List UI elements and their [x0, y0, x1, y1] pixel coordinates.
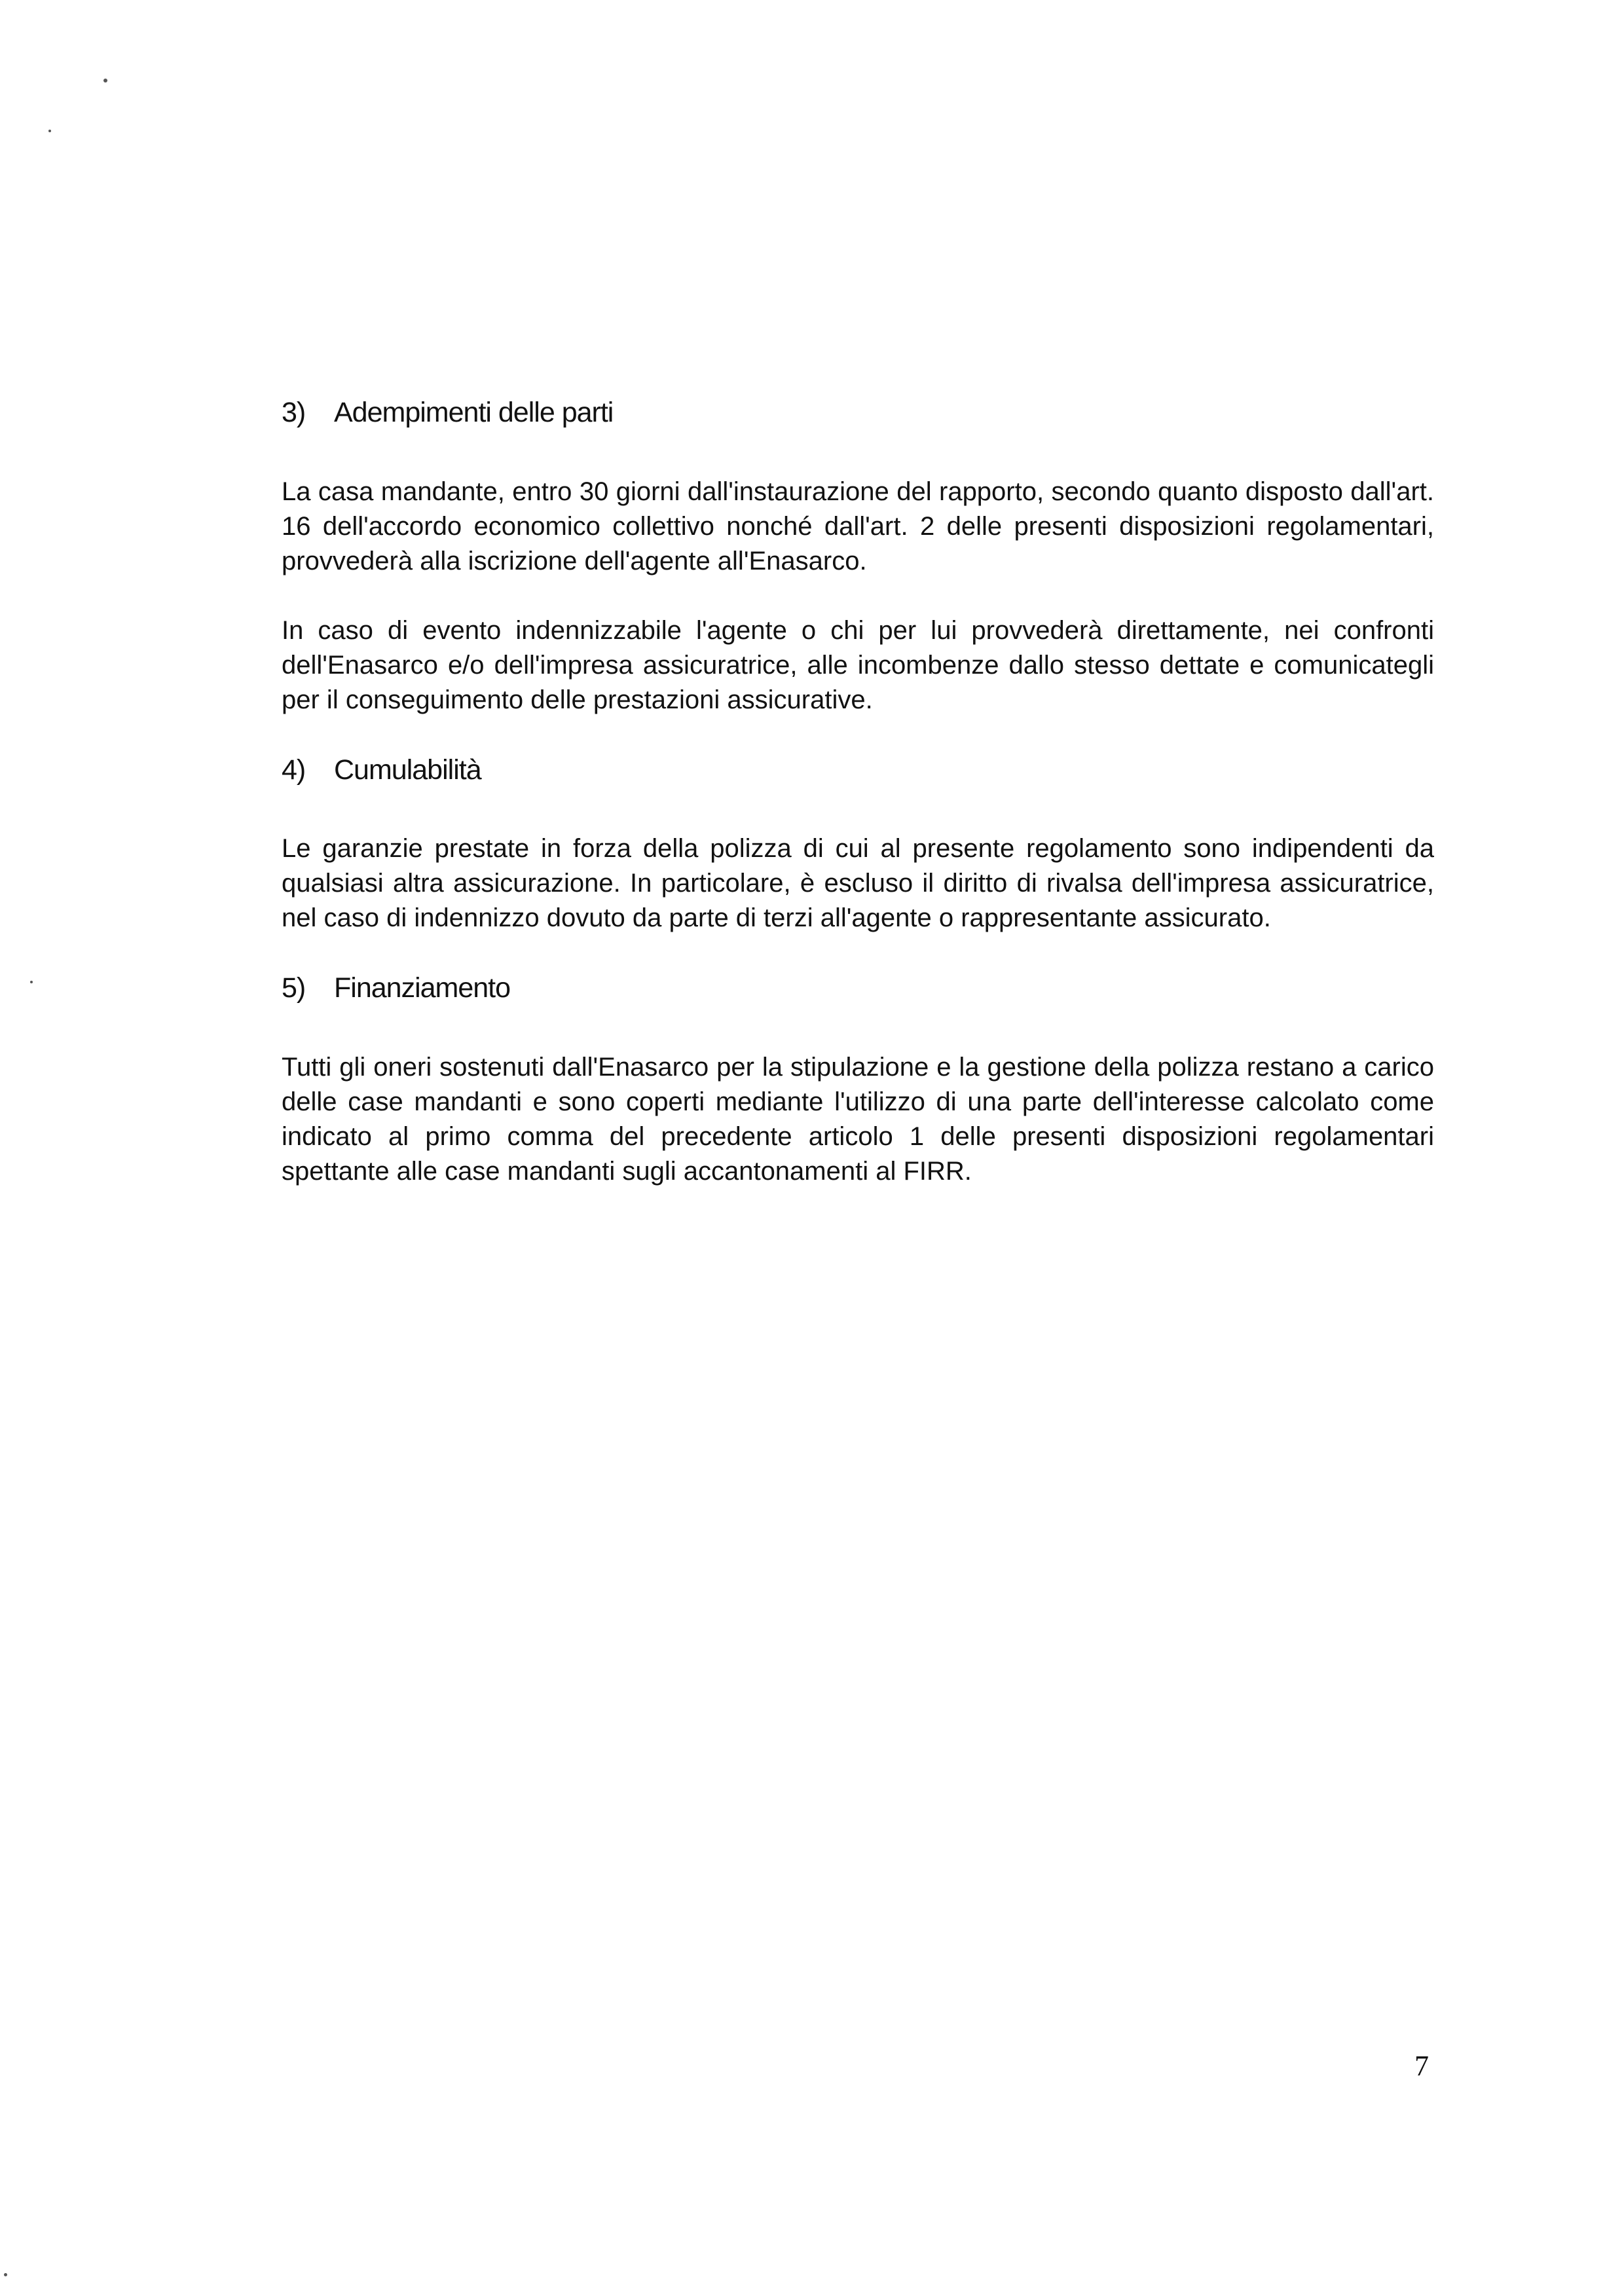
paragraph: Le garanzie prestate in forza della polizza di cui al presente regolamento sono indipendenti da qualsiasi altra assicurazione. In particolare, è escluso il diritto di rivalsa dell'impresa assicuratrice, nel caso di indennizzo dovuto da parte di terzi all'agente o rappresentante assicurato. — [282, 834, 1434, 933]
paragraph: In caso di evento indennizzabile l'agente o chi per lui provvederà direttamente, nei confronti dell'Enasarco e/o dell'impresa assicuratrice, alle incombenze dallo stesso dettate e comunicategli per il conseguimento delle prestazioni assicurative. — [282, 615, 1434, 714]
scan-speck — [48, 130, 51, 132]
section-number: 5) — [282, 972, 306, 1004]
section-heading — [282, 972, 1434, 1006]
section-number: 3) — [282, 397, 306, 428]
section-heading — [282, 396, 1434, 430]
section-title: Finanziamento — [334, 972, 511, 1004]
section-title: Cumulabilità — [334, 754, 481, 786]
paragraph: La casa mandante, entro 30 giorni dall'instaurazione del rapporto, secondo quanto disposto dall'art. 16 dell'accordo economico collettivo nonché dall'art. 2 delle presenti disposizioni regolamentari, provvederà alla iscrizione dell'agente all'Enasarco. — [282, 477, 1434, 575]
paragraph: Tutti gli oneri sostenuti dall'Enasarco per la stipulazione e la gestione della polizza restano a carico delle case mandanti e sono coperti mediante l'utilizzo di una parte dell'interesse calcolato come indicato al primo comma del precedente articolo 1 delle presenti disposizioni regolamentari spettante alle case mandanti sugli accantonamenti al FIRR. — [282, 1052, 1434, 1186]
document-body — [282, 396, 1434, 1224]
section-adempimenti — [282, 396, 1434, 718]
scan-speck — [4, 2273, 7, 2276]
section-cumulabilita — [282, 754, 1434, 936]
section-title: Adempimenti delle parti — [334, 397, 614, 428]
scan-speck — [30, 981, 33, 983]
section-finanziamento — [282, 972, 1434, 1189]
section-heading — [282, 754, 1434, 788]
scan-speck — [103, 79, 107, 82]
section-number: 4) — [282, 754, 306, 786]
page-number: 7 — [1414, 2050, 1429, 2082]
